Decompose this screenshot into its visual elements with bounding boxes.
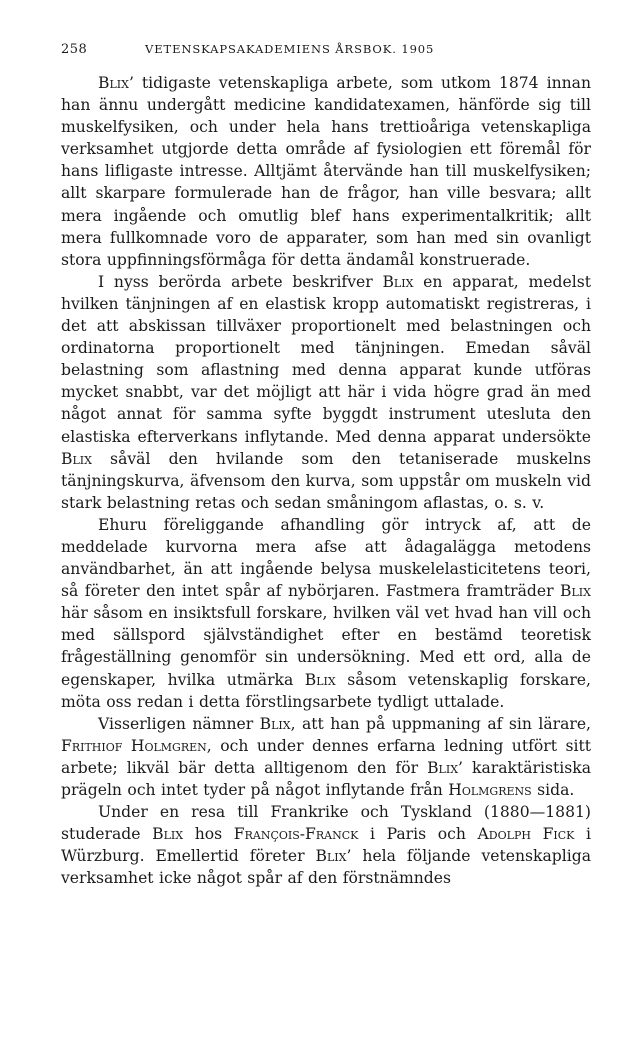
paragraph xyxy=(61,271,591,514)
text-segment: ’ tidigaste vetenskapliga arbete, som utkom 1874 innan han ännu undergått medicine kandidatexamen, hänförde sig till muskelfysiken, och under hela hans trettioåriga vetenskapliga verksamhet utgjorde detta område af fysiologien ett föremål för hans lifligaste intresse. Alltjämt återvände han till muskelfysiken; allt skarpare formulerade han de frågor, han ville besvara; allt mera ingående och omutlig blef hans experimentalkritik; allt mera fullkomnade voro de apparater, som han med sin ovanligt stora uppfinningsförmåga för detta ändamål konstruerade. xyxy=(61,74,591,269)
text-segment: i Paris och xyxy=(358,825,478,844)
text-segment: , att han på uppmaning af sin lärare, xyxy=(290,714,592,733)
text-segment: Under en resa till Frankrike och Tyskland (1880—1881) studerade xyxy=(61,803,591,844)
person-name: François-Franck xyxy=(233,825,359,844)
text-segment: här såsom en insiktsfull forskare, hvilken väl vet hvad han vill och med sällspord självständighet efter en bestämd teoretisk frågeställning genomför sin undersökning. Med ett ord, alla de egenskaper, hvilka utmärka xyxy=(61,604,591,689)
text-segment: såväl den hvilande som den tetaniserade muskelns tänjningskurva, äfvensom den kurva, som uppstår om muskeln vid stark belastning retas och sedan småningom aflastas, o. s. v. xyxy=(61,449,591,512)
text-segment: i Würzburg. Emellertid företer xyxy=(61,825,591,866)
person-name: Frithiof Holmgren xyxy=(61,736,207,755)
text-segment: Visserligen nämner xyxy=(98,714,260,733)
text-segment: I nyss berörda arbete beskrifver xyxy=(98,272,383,291)
text-segment: Ehuru föreliggande afhandling gör intryck af, att de meddelade kurvorna mera afse att ådagalägga metodens användbarhet, än att ingående belysa muskelelasticitetens teori, så företer den intet spår af nybörjaren. Fastmera framträder xyxy=(61,515,591,601)
person-name: Blix xyxy=(259,714,291,733)
text-segment: ’ hela följande vetenskapliga verksamhet icke något spår af den förstnämndes xyxy=(61,847,591,888)
text-segment: såsom vetenskaplig forskare, möta oss redan i detta förstlingsarbete tydligt uttalade. xyxy=(61,670,591,711)
person-name: Blix xyxy=(304,670,336,689)
person-name: Blix xyxy=(98,74,129,92)
person-name: Holmgrens xyxy=(448,781,532,799)
paragraph xyxy=(61,72,591,271)
text-segment: , och under dennes erfarna ledning utfört sitt arbete; likväl bär detta alltigenom den för xyxy=(61,736,591,777)
person-name: Blix xyxy=(315,847,347,866)
book-page xyxy=(61,42,591,889)
running-header xyxy=(61,42,591,64)
paragraph xyxy=(61,514,591,713)
text-segment: hos xyxy=(183,825,234,844)
person-name: Adolph Fick xyxy=(477,825,575,844)
person-name: Blix xyxy=(560,582,591,601)
paragraph xyxy=(61,713,591,801)
person-name: Blix xyxy=(427,758,459,777)
running-title: VETENSKAPSAKADEMIENS ÅRSBOK. 1905 xyxy=(145,42,435,56)
body-text xyxy=(61,72,591,889)
text-segment: ’ karaktäristiska prägeln och intet tyder på något inflytande från xyxy=(61,758,591,799)
page-number: 258 xyxy=(61,42,88,57)
paragraph xyxy=(61,801,591,889)
text-segment: en apparat, medelst hvilken tänjningen af en elastisk kropp automatiskt registreras, i det att abskissan tillväxer proportionelt med belastningen och ordinatorna proportionelt med tänjningen. Emedan såväl belastning som aflastning med denna apparat kunde utföras mycket snabbt, var det möjligt att här i vida högre grad än med något annat för samma syfte byggdt instrument utesluta den elastiska efterverkans inflytande. Med denna apparat undersökte xyxy=(61,272,592,446)
person-name: Blix xyxy=(382,272,414,291)
person-name: Blix xyxy=(152,825,184,844)
person-name: Blix xyxy=(61,449,92,468)
text-segment: sida. xyxy=(531,781,575,799)
